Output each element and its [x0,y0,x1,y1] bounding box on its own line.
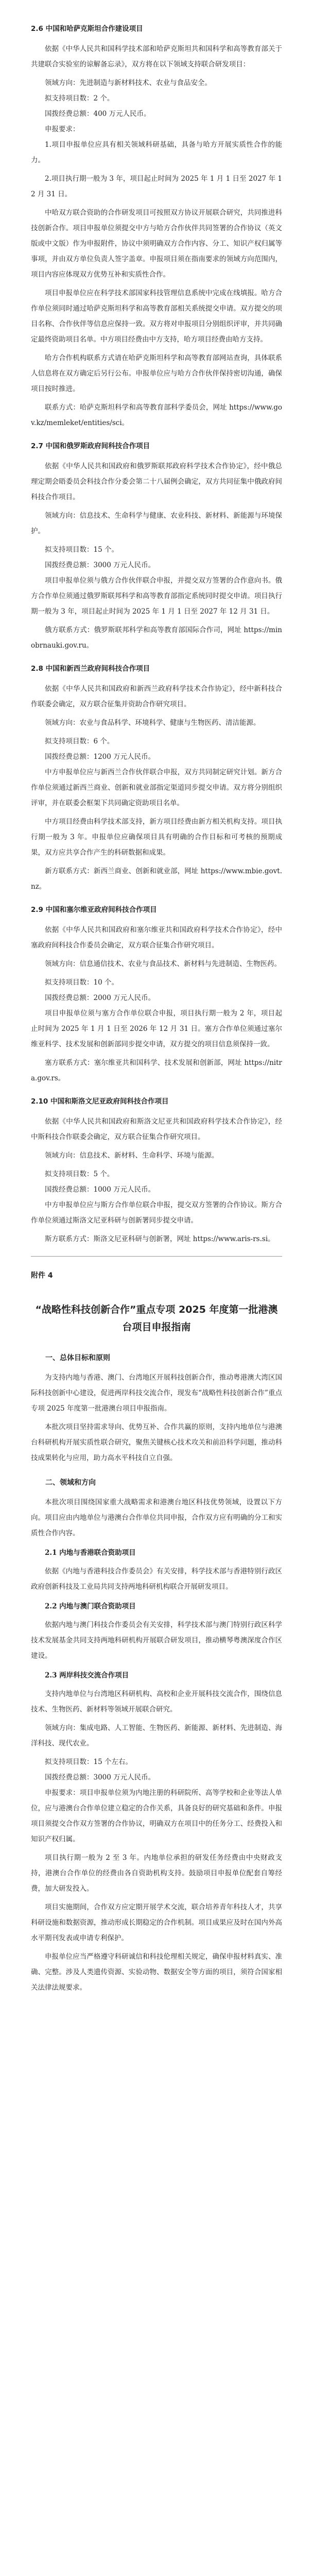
section-2-10 [31,1095,282,1247]
funding-total: 国拨经费总额：400 万元人民币。 [45,110,151,118]
project-count: 拟支持项目数：15 个。 [45,546,118,554]
project-count: 拟支持项目数：5 个。 [45,1170,114,1178]
funding-total: 国拨经费总额：1200 万元人民币。 [45,753,155,761]
project-count: 拟支持项目数：6 个。 [45,737,114,745]
contact-info: 塞方联系方式：塞尔维亚共和国科学、技术发展和创新部，网址 https://nitra.gov.rs。 [31,1059,282,1082]
document-title: “战略性科技创新合作”重点专项 2025 年度第一批港澳台项目申报指南 [35,1304,278,1333]
section-heading: 2.10 中国和斯洛文尼亚政府间科技合作项目 [31,1097,169,1106]
section-2-8 [31,663,282,894]
subsection-heading: 2.2 内地与澳门联合资助项目 [45,1602,136,1611]
funding-total: 国拨经费总额：3000 万元人民币。 [45,1773,155,1782]
funding-total: 国拨经费总额：3000 万元人民币。 [45,561,155,569]
field-directions: 领域方向：集成电路、人工智能、生物医药、新能源、新材料、先进制造、海洋科技、现代农业。 [31,1724,282,1748]
paragraph: 本批次项目坚持需求导向、优势互补、合作共赢的原则，支持内地单位与港澳台科研机构开展实质性联合研究，聚焦关键核心技术攻关和前沿科学问题，推动科技成果转化与应用，助力高水平科技自立自强。 [31,1423,282,1462]
paragraph: 项目执行期一般为 2 至 3 年。内地单位承担的研发任务经费由中央财政支持，港澳台合作单位的经费由各自资助机构支持。鼓励项目申报单位配套自筹经费，加大研发投入。 [31,1854,282,1893]
paragraph: 中方申报单位应与斯方合作单位联合申报，提交双方签署的合作协议。斯方合作单位须通过斯洛文尼亚科研与创新署同步提交申请。 [31,1201,282,1225]
requirements-label: 申报要求： [45,125,80,133]
paragraph: 支持内地单位与台湾地区科研机构、高校和企业开展科技交流合作，围绕信息技术、生物医药、新材料等领域开展联合研究。 [31,1690,282,1714]
project-count: 拟支持项目数：15 个左右。 [45,1758,132,1766]
paragraph: 哈方合作机构联系方式请在哈萨克斯坦科学和高等教育部网站查询，具体联系人信息将在双方确定后另行公布。申报单位应与哈方合作伙伴保持密切沟通，确保项目按时推进。 [31,354,282,393]
section-heading: 2.6 中国和哈萨克斯坦合作建设项目 [31,25,143,33]
paragraph: 中方申报单位应与新西兰合作伙伴联合申报，双方共同制定研究计划。新方合作单位须通过新西兰商业、创新和就业部指定渠道同步提交申请。双方将分别组织评审，并在联委会框架下共同确定资助项目名单。 [31,768,282,807]
paragraph: 依据《内地与香港科技合作委员会》有关安排，科学技术部与香港特别行政区政府创新科技及工业局共同支持两地科研机构联合开展研发项目。 [31,1567,282,1591]
subsection-heading: 2.3 两岸科技交流合作项目 [45,1671,129,1680]
section-2-7 [31,440,282,653]
paragraph: 中哈双方联合资助的合作研发项目可按照双方协议开展联合研究，共同推进科技创新合作。项目申报单位须提交中方与哈方合作伙伴共同签署的合作协议（英文版或中文版）作为申报附件，协议中须明确双方合作内容、分工、知识产权归属等事项，并由双方单位负责人签字盖章。申报项目须在指南要求的领域方向范围内，项目内容应体现双方优势互补和实质性合作。 [31,209,282,279]
field-directions: 领域方向：先进制造与新材料技术、农业与食品安全。 [45,79,212,87]
project-count: 拟支持项目数：10 个。 [45,978,118,987]
paragraph: 申报要求：项目申报单位须为内地注册的科研院所、高等学校和企业等法人单位，应与港澳台合作单位建立稳定的合作关系，具备良好的研究基础和条件。申报项目须提交合作双方签署的合作协议，明确双方在项目中的任务分工、经费投入和知识产权归属。 [31,1789,282,1843]
project-count: 拟支持项目数：2 个。 [45,94,114,103]
paragraph: 项目实施期间，合作双方应定期开展学术交流，联合培养青年科技人才，共享科研设施和数据资源，推动形成长期稳定的合作机制。项目成果应及时在国内外高水平期刊发表或申请专利保护。 [31,1903,282,1942]
paragraph: 项目申报单位须与塞方合作单位联合申报，项目执行期一般为 2 年，项目起止时间为 2025 年 1 月 1 日至 2026 年 12 月 31 日。塞方合作单位须通过塞尔维亚科学、技术发展和创新部同步提交申请，双方提交的项目信息须保持一致。 [31,1009,282,1048]
subsection-heading: 2.1 内地与香港联合资助项目 [45,1549,136,1557]
paragraph: 依据《中华人民共和国政府和俄罗斯联邦政府科学技术合作协定》，经中俄总理定期会晤委员会科技合作分委会第二十八届例会确定，双方共同征集中俄政府间科技合作项目。 [31,462,282,501]
paragraph: 本批次项目围绕国家重大战略需求和港澳台地区科技优势领域，设置以下方向。项目应由内地单位与港澳台合作单位共同申报，合作双方应有明确的分工和实质性合作内容。 [31,1498,282,1537]
section-heading: 2.9 中国和塞尔维亚政府间科技合作项目 [31,906,157,914]
paragraph: 项目申报单位须与俄方合作伙伴联合申报，并提交双方签署的合作意向书。俄方合作单位须通过俄罗斯联邦科学和高等教育部指定系统同时提交申请。项目执行期一般为 3 年，项目起止时间为 2025 年 1 月 1 日至 2027 年 12 月 31 日。 [31,577,282,616]
contact-info: 俄方联系方式：俄罗斯联邦科学和高等教育部国际合作司，网址 https://minobrnauki.gov.ru。 [31,626,282,650]
appendix-4 [31,1270,282,1995]
funding-total: 国拨经费总额：2000 万元人民币。 [45,994,155,1002]
paragraph: 申报单位应当严格遵守科研诚信和科技伦理相关规定，确保申报材料真实、准确、完整。涉及人类遗传资源、实验动物、数据安全等方面的项目，须符合国家相关法律法规要求。 [31,1953,282,1992]
field-directions: 领域方向：农业与食品科学、环境科学、健康与生物医药、清洁能源。 [45,719,260,727]
paragraph: 依据《中华人民共和国政府和新西兰政府科学技术合作协定》，经中新科技合作联委会确定，双方联合征集并资助合作研究项目。 [31,685,282,708]
contact-info: 联系方式：哈萨克斯坦科学和高等教育部科学委员会，网址 https://www.gov.kz/memleket/entities/sci。 [31,403,282,427]
paragraph: 中方项目经费由科学技术部支持，新方项目经费由新方相关机构支持。项目执行期一般为 3 年。申报单位应确保项目具有明确的合作目标和可考核的预期成果，双方应共享合作产生的科研数据和成果。 [31,818,282,857]
section-2-6 [31,23,282,431]
paragraph: 为支持内地与香港、澳门、台湾地区开展科技创新合作，推动粤港澳大湾区国际科技创新中心建设，促进两岸科技交流合作，现发布“战略性科技创新合作”重点专项 2025 年度第一批港澳台项目申报指南。 [31,1374,282,1413]
paragraph: 依据内地与澳门科技合作委员会有关安排，科学技术部与澳门特别行政区科学技术发展基金共同支持两地科研机构开展联合研发项目，推动横琴粤澳深度合作区建设。 [31,1621,282,1660]
requirement-item: 1.项目申报单位应具有相关领域科研基础，具备与哈方开展实质性合作的能力。 [31,141,282,164]
page-divider [31,1256,282,1257]
contact-info: 新方联系方式：新西兰商业、创新和就业部，网址 https://www.mbie.govt.nz。 [31,867,282,891]
field-directions: 领域方向：信息技术、新材料、生命科学、环境与能源。 [45,1151,219,1160]
part-heading: 一、总体目标和原则 [45,1354,110,1362]
funding-total: 国拨经费总额：1000 万元人民币。 [45,1185,155,1194]
section-heading: 2.7 中国和俄罗斯政府间科技合作项目 [31,442,150,450]
field-directions: 领域方向：信息技术、生命科学与健康、农业科技、新材料、新能源与环境保护。 [31,512,282,535]
appendix-label: 附件 4 [31,1272,53,1280]
paragraph: 依据《中华人民共和国政府和斯洛文尼亚共和国政府科学技术合作协定》，经中斯科技合作联委会确定，双方联合征集合作研究项目。 [31,1117,282,1141]
section-2-9 [31,904,282,1086]
requirement-item: 2.项目执行期一般为 3 年，项目起止时间为 2025 年 1 月 1 日至 2027 年 12 月 31 日。 [31,175,282,198]
paragraph: 依据《中华人民共和国政府和塞尔维亚共和国政府科学技术合作协定》，经中塞政府间科技合作委员会确定，双方联合征集合作研究项目。 [31,926,282,950]
field-directions: 领域方向：信息通信技术、农业与食品技术、新材料与先进制造、生物医药。 [45,960,281,968]
section-heading: 2.8 中国和新西兰政府间科技合作项目 [31,665,150,673]
paragraph: 依据《中华人民共和国科学技术部和哈萨克斯坦共和国科学和高等教育部关于共建联合实验室的谅解备忘录》，双方将在以下领域支持联合研发项目： [31,45,282,69]
paragraph: 项目申报单位应在科学技术部国家科技管理信息系统中完成在线填报。哈方合作单位须同时通过哈萨克斯坦科学和高等教育部相关系统提交申请。双方提交的项目名称、合作伙伴等信息应保持一致。双方将对申报项目分别组织评审，并共同确定最终资助项目名单。中方项目经费由中方支持，哈方项目经费由哈方支持。 [31,289,282,344]
contact-info: 斯方联系方式：斯洛文尼亚科研与创新署，网址 https://www.aris-rs.si。 [45,1235,275,1243]
part-heading: 二、领域和方向 [45,1479,96,1487]
